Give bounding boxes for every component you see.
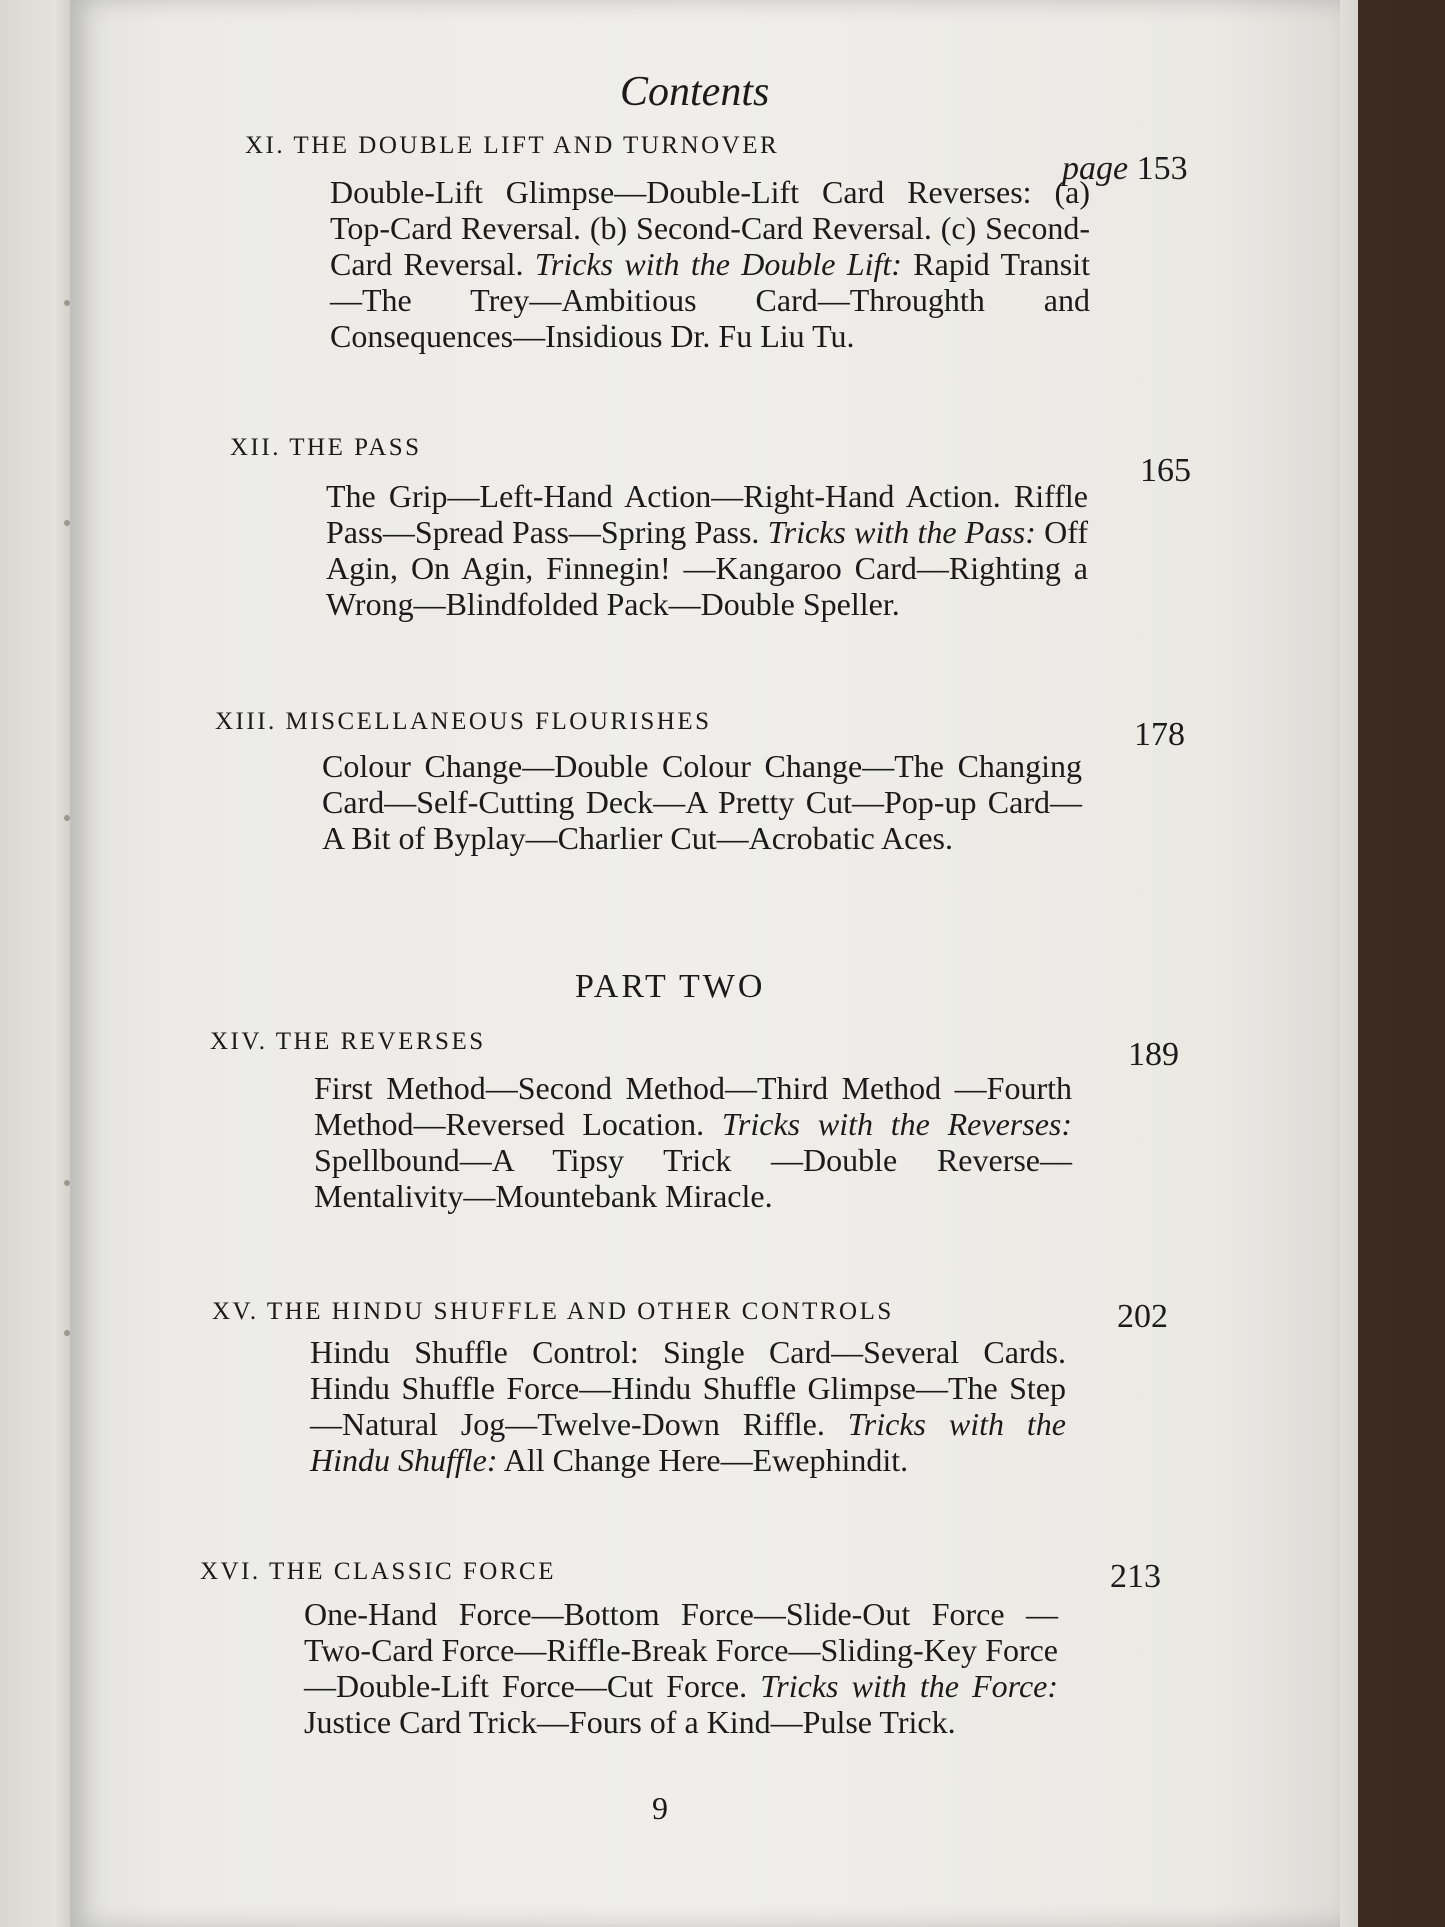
chapter-description: [330, 174, 1090, 354]
binding-stitch: [64, 300, 70, 306]
page-label: page: [1062, 150, 1129, 187]
chapter-heading: XI. THE DOUBLE LIFT AND TURNOVER: [245, 132, 780, 159]
chapter-description: [326, 478, 1088, 622]
desc-text: Rapid Transit—The Trey—Ambitious Card—Throughth and Consequences—Insidious Dr. Fu Liu Tu.: [330, 246, 1090, 354]
desc-text: Off Agin, On Agin, Finnegin! —Kangaroo Card—Righting a Wrong—Blindfolded Pack—Double Speller.: [326, 514, 1089, 622]
desc-text: Hindu Shuffle Control: Single Card—Several Cards. Hindu Shuffle Force—Hindu Shuffle Glimpse—The Step—Natural Jog—Twelve-Down Riffle.: [310, 1334, 1066, 1442]
binding-stitch: [64, 815, 70, 821]
chapter-heading: XII. THE PASS: [230, 434, 422, 461]
desc-italic: Tricks with the Reverses:: [721, 1106, 1072, 1142]
binding-stitch: [64, 1180, 70, 1186]
chapter-heading: XIV. THE REVERSES: [210, 1028, 486, 1055]
desc-text: First Method—Second Method—Third Method —Fourth Method—Reversed Location.: [314, 1070, 1072, 1142]
desc-text: Spellbound—A Tipsy Trick —Double Reverse—Mentalivity—Mountebank Miracle.: [314, 1142, 1072, 1214]
binding-stitch: [64, 520, 70, 526]
chapter-description: [304, 1596, 1058, 1740]
folio-page-number: 9: [652, 1790, 668, 1826]
page-number: 189: [1128, 1036, 1179, 1073]
desc-text: Justice Card Trick—Fours of a Kind—Pulse Trick.: [304, 1704, 956, 1740]
chapter-description: [322, 748, 1082, 856]
chapter-description: [314, 1070, 1072, 1214]
chapter-heading: XV. THE HINDU SHUFFLE AND OTHER CONTROLS: [212, 1298, 894, 1325]
binding-stitch: [64, 1330, 70, 1336]
desc-text: All Change Here—Ewephindit.: [497, 1442, 909, 1478]
chapter-heading: XVI. THE CLASSIC FORCE: [200, 1558, 556, 1585]
contents-title: Contents: [620, 69, 770, 115]
desc-text: Double-Lift Glimpse—Double-Lift Card Reverses: (a) Top-Card Reversal. (b) Second-Card Reversal. (c) Second-Card Reversal.: [330, 174, 1090, 282]
desc-italic: Tricks with the Double Lift:: [534, 246, 902, 282]
desc-italic: Tricks with the Pass:: [767, 514, 1036, 550]
chapter-description: [310, 1334, 1066, 1478]
page-number: 165: [1140, 452, 1191, 489]
page-value: 153: [1136, 150, 1188, 187]
desc-text: One-Hand Force—Bottom Force—Slide-Out Force —Two-Card Force—Riffle-Break Force—Sliding-Key Force—Double-Lift Force—Cut Force.: [304, 1596, 1058, 1704]
facing-page-edge: [0, 0, 78, 1927]
page-number: 213: [1110, 1558, 1161, 1595]
desc-italic: Tricks with the Hindu Shuffle:: [310, 1406, 1067, 1478]
desc-text: The Grip—Left-Hand Action—Right-Hand Action. Riffle Pass—Spread Pass—Spring Pass.: [326, 478, 1088, 550]
part-heading: PART TWO: [575, 968, 766, 1005]
page-number: 202: [1117, 1298, 1168, 1335]
desc-text: Colour Change—Double Colour Change—The Changing Card—Self-Cutting Deck—A Pretty Cut—Pop-up Card—A Bit of Byplay—Charlier Cut—Acrobatic Aces.: [322, 748, 1082, 856]
desc-italic: Tricks with the Force:: [760, 1668, 1058, 1704]
page-number: 178: [1134, 716, 1185, 753]
chapter-heading: XIII. MISCELLANEOUS FLOURISHES: [215, 708, 712, 735]
